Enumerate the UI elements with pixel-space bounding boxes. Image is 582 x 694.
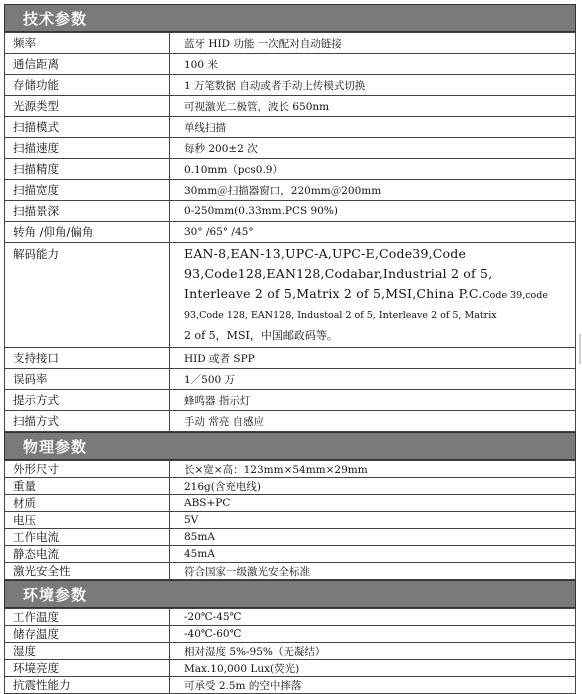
physical-spec-table [4, 460, 576, 580]
section-title-technical: 技术参数 [4, 4, 576, 32]
spec-label: 湿度 [5, 643, 170, 660]
table-row [5, 512, 576, 529]
spec-label: 光源类型 [5, 96, 170, 117]
spec-label: 激光安全性 [5, 563, 170, 580]
spec-value: HID 或者 SPP [170, 348, 576, 369]
decode-line-main: Interleave 2 of 5,Matrix 2 of 5,MSI,China P.C. [184, 286, 483, 301]
spec-label: 工作温度 [5, 609, 170, 626]
table-row [5, 546, 576, 563]
decode-line: 2 of 5，MSI，中国邮政码等。 [184, 329, 338, 342]
spec-value: -40℃-60℃ [170, 626, 576, 643]
spec-value: 可视激光二极管，波长 650nm [170, 96, 576, 117]
spec-value: 每秒 200±2 次 [170, 138, 576, 159]
decode-line-tail: Code 39,code [482, 290, 548, 301]
spec-label: 电压 [5, 512, 170, 529]
spec-label: 储存温度 [5, 626, 170, 643]
spec-label: 转角 /仰角/偏角 [5, 222, 170, 243]
table-row [5, 117, 576, 138]
spec-label: 扫描景深 [5, 201, 170, 222]
spec-value: 相对湿度 5%-95%（无凝结） [170, 643, 576, 660]
table-row [5, 222, 576, 243]
table-row [5, 138, 576, 159]
table-row [5, 33, 576, 54]
spec-label: 通信距离 [5, 54, 170, 75]
decode-line: 93,Code 128, EAN128, Industoal 2 of 5, Interleave 2 of 5, Matrix [184, 310, 497, 321]
spec-label: 扫描速度 [5, 138, 170, 159]
spec-value: 30° /65° /45° [170, 222, 576, 243]
spec-label: 外形尺寸 [5, 461, 170, 478]
spec-value: 85mA [170, 529, 576, 546]
decode-capability-value [170, 243, 576, 348]
spec-value: 可承受 2.5m 的空中摔落 [170, 677, 576, 694]
table-row [5, 660, 576, 677]
spec-label: 扫描宽度 [5, 180, 170, 201]
table-row [5, 626, 576, 643]
spec-label: 抗震性能力 [5, 677, 170, 694]
spec-label: 扫描方式 [5, 411, 170, 432]
spec-value: 5V [170, 512, 576, 529]
environment-spec-table [4, 608, 576, 694]
spec-value: 216g(含充电线) [170, 478, 576, 495]
table-row [5, 390, 576, 411]
spec-label: 重量 [5, 478, 170, 495]
spec-value: 长×宽×高：123mm×54mm×29mm [170, 461, 576, 478]
decode-line: 93,Code128,EAN128,Codabar,Industrial 2 of 5, [184, 266, 493, 281]
spec-value: 手动 常亮 自感应 [170, 411, 576, 432]
table-row [5, 243, 576, 348]
spec-value: ABS+PC [170, 495, 576, 512]
spec-label: 误码率 [5, 369, 170, 390]
table-row [5, 201, 576, 222]
spec-value: 0-250mm(0.33mm.PCS 90%) [170, 201, 576, 222]
table-row [5, 609, 576, 626]
table-row [5, 96, 576, 117]
table-row [5, 75, 576, 96]
technical-spec-table [4, 32, 576, 432]
table-row [5, 369, 576, 390]
spec-label: 频率 [5, 33, 170, 54]
table-row [5, 411, 576, 432]
spec-label: 静态电流 [5, 546, 170, 563]
spec-label: 环境亮度 [5, 660, 170, 677]
spec-label: 材质 [5, 495, 170, 512]
spec-label: 扫描精度 [5, 159, 170, 180]
spec-value: -20℃-45℃ [170, 609, 576, 626]
spec-value: 0.10mm（pcs0.9） [170, 159, 576, 180]
table-row [5, 159, 576, 180]
table-row [5, 180, 576, 201]
spec-value: 1 万笔数据 自动或者手动上传模式切换 [170, 75, 576, 96]
table-row [5, 461, 576, 478]
table-row [5, 563, 576, 580]
spec-sheet [4, 4, 576, 694]
table-row [5, 348, 576, 369]
section-title-environment: 环境参数 [4, 580, 576, 608]
spec-label: 解码能力 [5, 243, 170, 348]
table-row [5, 529, 576, 546]
table-row [5, 643, 576, 660]
decode-line [184, 284, 575, 306]
decode-line: EAN-8,EAN-13,UPC-A,UPC-E,Code39,Code [184, 246, 467, 261]
spec-label: 扫描模式 [5, 117, 170, 138]
spec-label: 存储功能 [5, 75, 170, 96]
table-row [5, 495, 576, 512]
spec-value: 45mA [170, 546, 576, 563]
scroll-edge-mark [579, 334, 581, 364]
spec-value: 蓝牙 HID 功能 一次配对自动链接 [170, 33, 576, 54]
spec-label: 支持接口 [5, 348, 170, 369]
spec-value: 蜂鸣器 指示灯 [170, 390, 576, 411]
table-row [5, 54, 576, 75]
section-title-physical: 物理参数 [4, 432, 576, 460]
spec-value: Max.10,000 Lux(荧光) [170, 660, 576, 677]
spec-value: 1／500 万 [170, 369, 576, 390]
spec-value: 单线扫描 [170, 117, 576, 138]
table-row [5, 478, 576, 495]
spec-label: 工作电流 [5, 529, 170, 546]
spec-value: 符合国家一级激光安全标准 [170, 563, 576, 580]
spec-label: 提示方式 [5, 390, 170, 411]
spec-value: 30mm＠扫描器窗口，220mm＠200mm [170, 180, 576, 201]
spec-value: 100 米 [170, 54, 576, 75]
